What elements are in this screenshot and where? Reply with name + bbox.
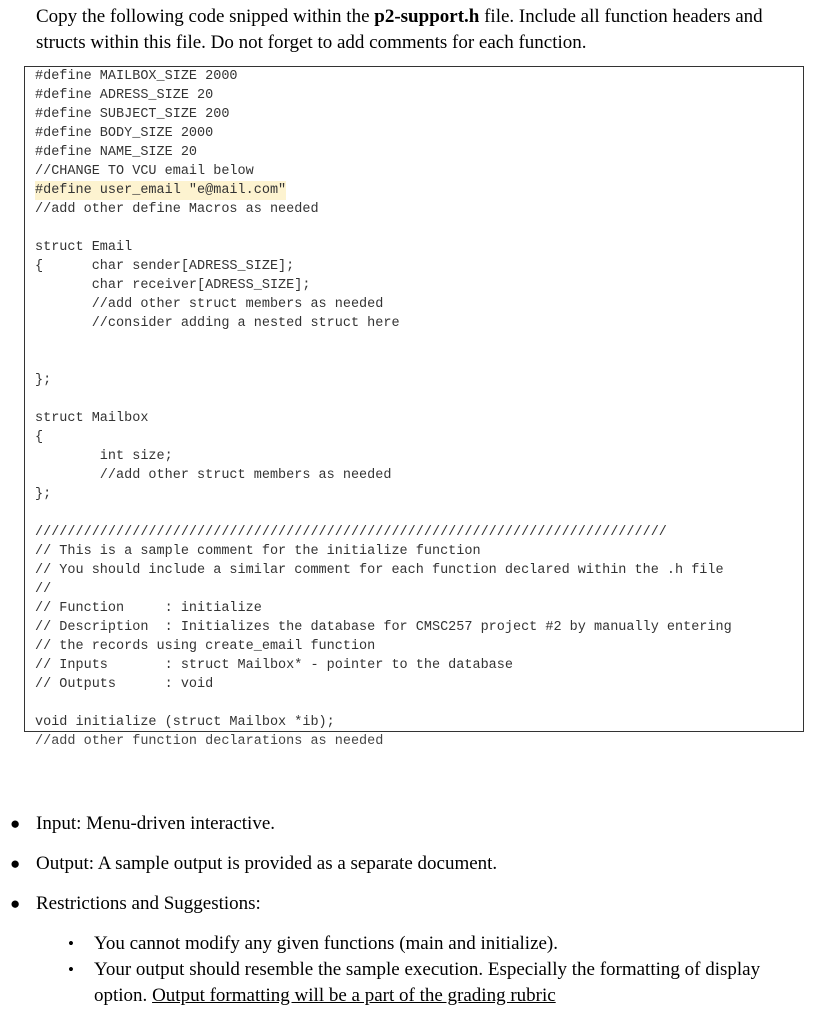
bullet-output-text: Output: A sample output is provided as a separate document. xyxy=(36,853,498,874)
sub-bullet-resemble-text: Your output should resemble the sample execution. Especially the formatting of display xyxy=(94,959,761,980)
code-line: { xyxy=(35,430,44,445)
code-line: #define BODY_SIZE 2000 xyxy=(35,126,214,141)
instruction-text-end: file. Include all function headers and structs within this file. Do not forget to add comments for each function. xyxy=(36,6,763,53)
code-line: // Function : initialize xyxy=(35,601,262,616)
sub-bullet-dot: • xyxy=(68,934,74,953)
sub-bullet-resemble xyxy=(68,957,814,1009)
code-line: // You should include a similar comment for each function declared within the .h file xyxy=(35,563,724,578)
bullet-dot: ● xyxy=(10,894,21,913)
code-line: // Inputs : struct Mailbox* - pointer to the database xyxy=(35,658,513,673)
bullet-output xyxy=(10,851,498,877)
sub-bullet-resemble-text-2: option. xyxy=(94,985,153,1006)
code-line: struct Mailbox xyxy=(35,411,149,426)
code-line: // the records using create_email function xyxy=(35,639,376,654)
code-line: //add other define Macros as needed xyxy=(35,202,319,217)
code-line: #define user_email "e@mail.com" xyxy=(35,183,287,198)
code-line: // This is a sample comment for the initialize function xyxy=(35,544,481,559)
code-line: char receiver[ADRESS_SIZE]; xyxy=(35,278,311,293)
code-line: #define NAME_SIZE 20 xyxy=(35,145,198,160)
code-line: //add other struct members as needed xyxy=(35,468,392,483)
code-line: // xyxy=(35,582,52,597)
bullet-dot: ● xyxy=(10,854,21,873)
bullet-input-text: Input: Menu-driven interactive. xyxy=(36,813,276,834)
bullet-restrictions xyxy=(10,891,261,917)
bullet-input xyxy=(10,811,276,837)
code-line: }; xyxy=(35,373,52,388)
sub-bullet-dot: • xyxy=(68,960,74,979)
instruction-text-start: Copy the following code snipped within the xyxy=(36,6,375,27)
filename-bold: p2-support.h xyxy=(374,6,480,27)
code-line: int size; xyxy=(35,449,173,464)
code-line: struct Email xyxy=(35,240,133,255)
code-line: ////////////////////////////////////////////////////////////////////////////// xyxy=(35,525,667,540)
grading-rubric-underlined: Output formatting will be a part of the grading rubric xyxy=(152,985,556,1006)
code-line: }; xyxy=(35,487,52,502)
after-box-comment: //add other function declarations as needed xyxy=(35,734,384,749)
code-line: #define ADRESS_SIZE 20 xyxy=(35,88,214,103)
code-line: //consider adding a nested struct here xyxy=(35,316,400,331)
code-line: //add other struct members as needed xyxy=(35,297,384,312)
sub-bullet-modify xyxy=(68,931,814,957)
instruction-paragraph xyxy=(36,4,816,56)
code-line: { char sender[ADRESS_SIZE]; xyxy=(35,259,295,274)
code-line: //CHANGE TO VCU email below xyxy=(35,164,254,179)
code-line: #define SUBJECT_SIZE 200 xyxy=(35,107,230,122)
code-line: // Description : Initializes the database for CMSC257 project #2 by manually entering xyxy=(35,620,732,635)
bullet-dot: ● xyxy=(10,814,21,833)
code-line: void initialize (struct Mailbox *ib); xyxy=(35,715,335,730)
code-line: // Outputs : void xyxy=(35,677,214,692)
bullet-restrictions-text: Restrictions and Suggestions: xyxy=(36,893,261,914)
code-line: #define MAILBOX_SIZE 2000 xyxy=(35,69,238,84)
sub-bullet-modify-text: You cannot modify any given functions (main and initialize). xyxy=(94,933,559,954)
code-snippet-box xyxy=(24,66,804,732)
